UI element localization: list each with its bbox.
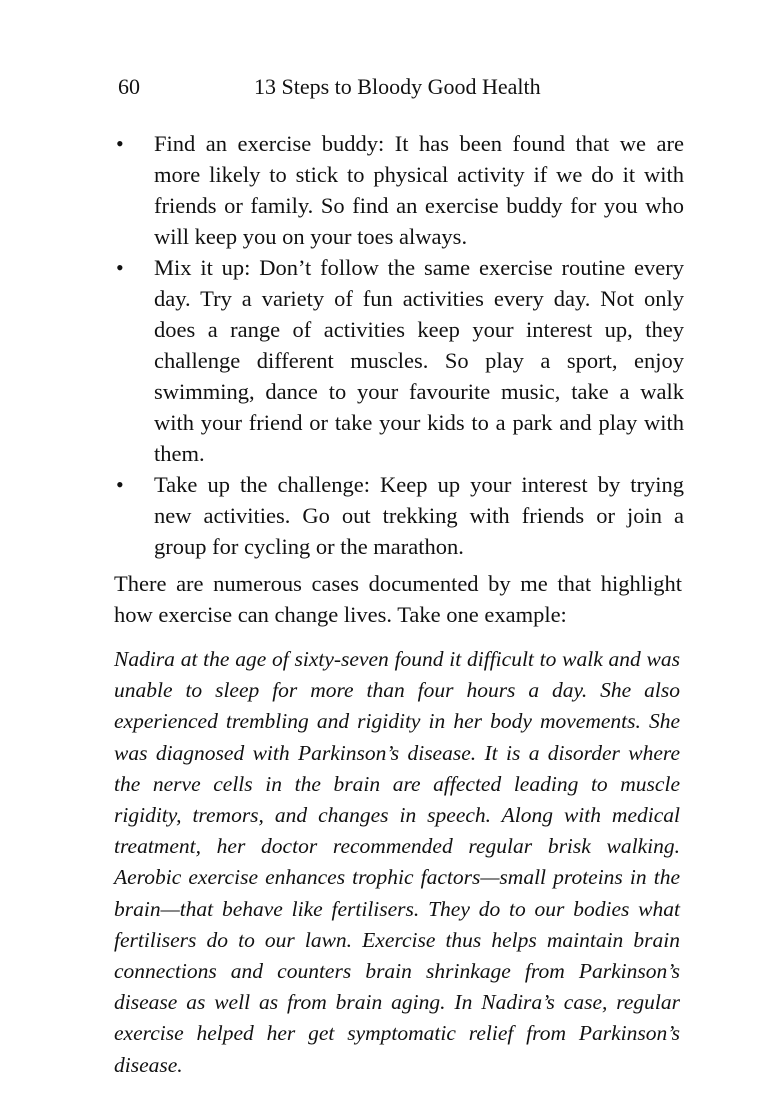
book-title: 13 Steps to Bloody Good Health <box>254 74 541 99</box>
bullet-text: Find an exercise buddy: It has been found that we are more likely to stick to physical activity if we do it with friends or family. So find an exercise buddy for you who will keep you on your toes always. <box>154 131 684 249</box>
bullet-text: Take up the challenge: Keep up your interest by trying new activities. Go out trekking with friends or join a group for cycling or the marathon. <box>154 472 684 559</box>
page-number: 60 <box>118 74 140 99</box>
bullet-icon: • <box>116 255 124 280</box>
running-head <box>118 70 680 104</box>
bullet-icon: • <box>116 472 124 497</box>
intro-paragraph: There are numerous cases documented by me that highlight how exercise can change lives. Take one example: <box>114 571 682 627</box>
bullet-item-take-up-challenge <box>112 469 684 562</box>
bullet-item-exercise-buddy <box>112 128 684 252</box>
case-study-paragraph: Nadira at the age of sixty-seven found it difficult to walk and was unable to sleep for more than four hours a day. She also experienced trembling and rigidity in her body movements. She was diagnosed with Parkinson’s disease. It is a disorder where the nerve cells in the brain are affected leading to muscle rigidity, tremors, and changes in speech. Along with medical treatment, her doctor recommended regular brisk walking. Aerobic exercise enhances trophic factors—small proteins in the brain—that behave like fertilisers. They do to our bodies what fertilisers do to our lawn. Exercise thus helps maintain brain connections and counters brain shrinkage from Parkinson’s disease as well as from brain aging. In Nadira’s case, regular exercise helped her get symptomatic relief from Parkinson’s disease. <box>114 647 680 1077</box>
bullet-text: Mix it up: Don’t follow the same exercise routine every day. Try a variety of fun activities every day. Not only does a range of activities keep your interest up, they challenge different muscles. So play a sport, enjoy swimming, dance to your favourite music, take a walk with your friend or take your kids to a park and play with them. <box>154 255 684 466</box>
bullet-item-mix-it-up <box>112 252 684 469</box>
tips-bullet-list <box>112 128 684 562</box>
bullet-icon: • <box>116 131 124 156</box>
